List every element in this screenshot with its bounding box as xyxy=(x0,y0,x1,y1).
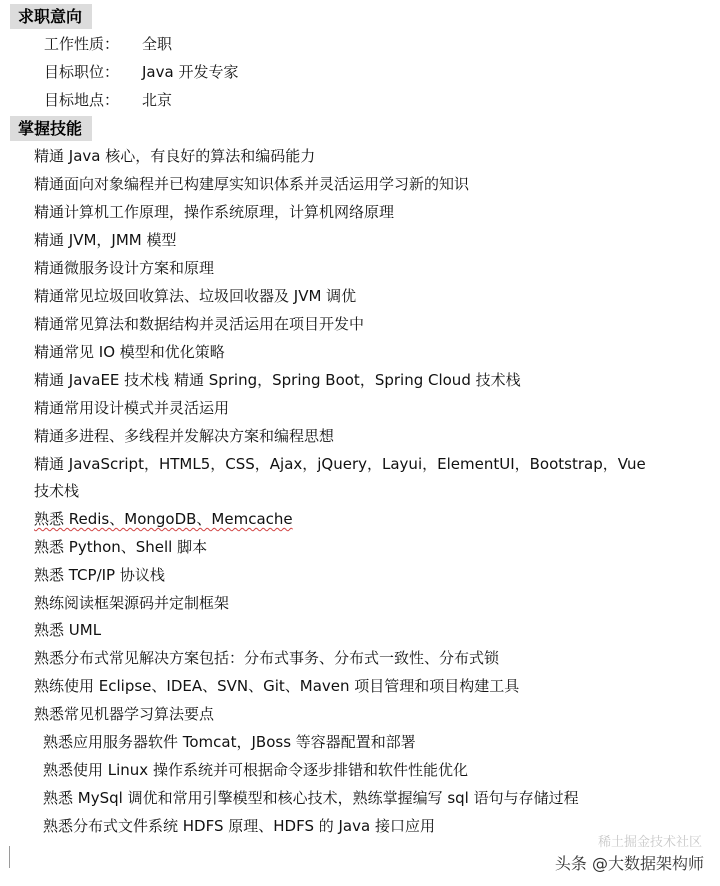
intent-label: 目标地点： xyxy=(44,91,120,109)
skill-item: 精通 Java 核心，有良好的算法和编码能力 xyxy=(34,147,316,165)
skill-item: 熟悉常见机器学习算法要点 xyxy=(34,705,215,723)
intent-row-work-type xyxy=(44,33,172,55)
skill-item: 精通面向对象编程并已构建厚实知识体系并灵活运用学习新的知识 xyxy=(34,175,470,193)
intent-value: 全职 xyxy=(142,35,173,53)
skill-item: 精通多进程、多线程并发解决方案和编程思想 xyxy=(34,427,335,445)
skill-item: 精通常见 IO 模型和优化策略 xyxy=(34,343,225,361)
skill-item: 熟悉 UML xyxy=(34,621,102,639)
skill-item: 熟悉应用服务器软件 Tomcat，JBoss 等容器配置和部署 xyxy=(43,733,416,751)
skill-item: 精通 JavaScript，HTML5，CSS，Ajax，jQuery，Layui，ElementUI，Bootstrap，Vue xyxy=(34,455,646,473)
skill-item: 熟悉 Python、Shell 脚本 xyxy=(34,538,208,556)
skill-item: 熟悉 Redis、MongoDB、Memcache xyxy=(34,510,293,528)
skill-item: 精通 JVM，JMM 模型 xyxy=(34,231,177,249)
intent-row-target-location xyxy=(44,89,172,111)
skill-item: 熟悉 MySql 调优和常用引擎模型和核心技术，熟练掌握编写 sql 语句与存储过程 xyxy=(43,789,579,807)
skill-item: 精通微服务设计方案和原理 xyxy=(34,259,215,277)
skill-item: 精通 JavaEE 技术栈 精通 Spring，Spring Boot，Spring Cloud 技术栈 xyxy=(34,371,521,389)
skill-item: 熟悉 TCP/IP 协议栈 xyxy=(34,566,165,584)
skill-item: 精通常用设计模式并灵活运用 xyxy=(34,399,230,417)
intent-label: 目标职位： xyxy=(44,63,120,81)
skill-item: 熟练使用 Eclipse、IDEA、SVN、Git、Maven 项目管理和项目构建工具 xyxy=(34,677,520,695)
skill-item: 熟悉分布式常见解决方案包括：分布式事务、分布式一致性、分布式锁 xyxy=(34,649,500,667)
watermark: 头条 @大数据架构师 xyxy=(554,854,704,873)
intent-label: 工作性质： xyxy=(44,35,120,53)
intent-value: 北京 xyxy=(142,91,173,109)
skill-item: 精通常见垃圾回收算法、垃圾回收器及 JVM 调优 xyxy=(34,287,357,305)
section-header-job-intent: 求职意向 xyxy=(10,4,92,29)
skill-item: 熟悉使用 Linux 操作系统并可根据命令逐步排错和软件性能优化 xyxy=(43,761,468,779)
intent-row-target-position xyxy=(44,61,238,83)
page-margin-marker xyxy=(9,846,10,868)
skill-item-continuation: 技术栈 xyxy=(34,482,80,500)
skill-item: 精通计算机工作原理，操作系统原理，计算机网络原理 xyxy=(34,203,395,221)
skill-item: 熟练阅读框架源码并定制框架 xyxy=(34,594,230,612)
section-header-skills: 掌握技能 xyxy=(10,116,92,141)
intent-value: Java 开发专家 xyxy=(142,63,239,81)
skill-item: 熟悉分布式文件系统 HDFS 原理、HDFS 的 Java 接口应用 xyxy=(43,817,435,835)
watermark-faint: 稀土掘金技术社区 xyxy=(597,835,702,850)
skill-item: 精通常见算法和数据结构并灵活运用在项目开发中 xyxy=(34,315,365,333)
